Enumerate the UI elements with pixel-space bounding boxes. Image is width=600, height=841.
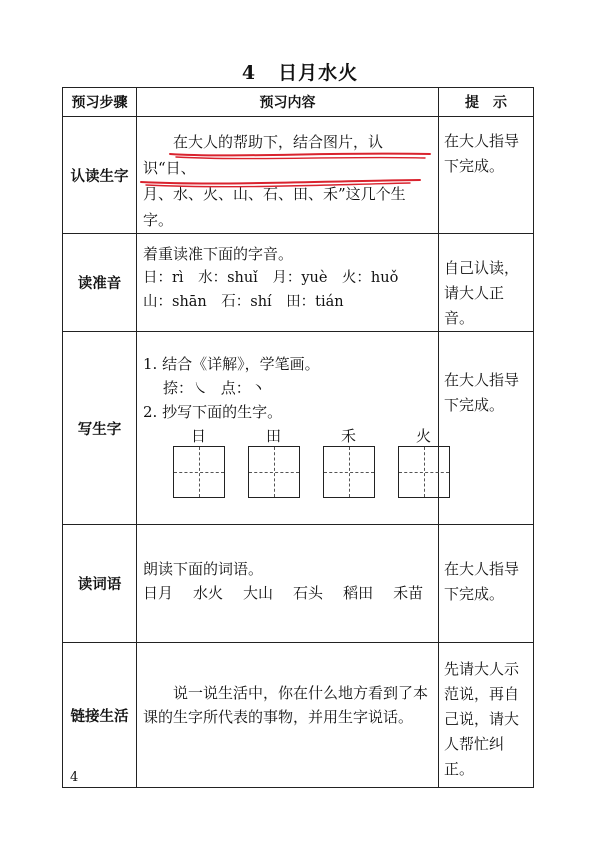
lesson-number: 4: [241, 62, 257, 84]
word: 禾苗: [393, 584, 424, 602]
pinyin-line: 山：shān 石：shí 田：tián: [143, 294, 344, 310]
step-label: 认读生字: [63, 117, 137, 234]
step-label: 读词语: [63, 525, 137, 643]
hint-cell: 自己认读，请大人正音。: [439, 234, 534, 332]
content-cell: [137, 117, 439, 234]
grid-char: 日: [190, 427, 206, 445]
content-line: 在大人的帮助下，结合图片，认识“日、: [143, 133, 384, 177]
tian-grid-box[interactable]: [248, 446, 300, 498]
grid-cell: [323, 426, 375, 498]
content-item: 2. 抄写下面的生字。: [143, 403, 283, 421]
content-line: 月、水、火、山、石、田、禾”这几个生字。: [143, 185, 406, 229]
step-label: 读准音: [63, 234, 137, 332]
table-row: [63, 332, 534, 525]
step-label: 写生字: [63, 332, 137, 525]
stroke-na: 捺：㇏: [163, 379, 209, 397]
lesson-name: 日月水火: [278, 62, 359, 84]
stroke-list: [143, 376, 432, 400]
word: 水火: [193, 584, 224, 602]
stroke-dian: 点：丶: [220, 379, 266, 397]
header-hint: 提 示: [439, 88, 534, 117]
grid-char: 田: [265, 427, 281, 445]
lesson-title: [0, 58, 600, 85]
grid-cell: [248, 426, 300, 498]
writing-grid: [161, 426, 461, 498]
hint-cell: 在大人指导下完成。: [439, 525, 534, 643]
table-row: [63, 643, 534, 788]
content-cell: [137, 643, 439, 788]
grid-char: 火: [415, 427, 431, 445]
grid-char: 禾: [340, 427, 356, 445]
content-intro: 着重读准下面的字音。: [143, 245, 294, 263]
word-list: [143, 581, 432, 605]
table-header-row: [63, 88, 534, 117]
table-row: [63, 525, 534, 643]
content-cell: [137, 234, 439, 332]
pinyin-line: 日：rì 水：shuǐ 月：yuè 火：huǒ: [143, 270, 399, 286]
hint-cell: 在大人指导下完成。: [439, 332, 534, 525]
content-item: 1. 结合《详解》，学笔画。: [143, 355, 320, 373]
page-number: 4: [70, 770, 79, 785]
content-cell: [137, 332, 439, 525]
header-step: 预习步骤: [63, 88, 137, 117]
content-intro: 朗读下面的词语。: [143, 560, 264, 578]
step-label: 链接生活: [63, 643, 137, 788]
content-cell: [137, 525, 439, 643]
word: 石头: [293, 584, 324, 602]
table-row: [63, 117, 534, 234]
tian-grid-box[interactable]: [398, 446, 450, 498]
header-content: 预习内容: [137, 88, 439, 117]
tian-grid-box[interactable]: [173, 446, 225, 498]
grid-cell: [398, 426, 450, 498]
hint-cell: 先请大人示范说，再自己说，请大人帮忙纠正。: [439, 643, 534, 788]
table-row: [63, 234, 534, 332]
grid-cell: [173, 426, 225, 498]
preview-table: [62, 87, 534, 788]
word: 稻田: [343, 584, 374, 602]
tian-grid-box[interactable]: [323, 446, 375, 498]
word: 日月: [143, 584, 174, 602]
word: 大山: [243, 584, 274, 602]
hint-cell: 在大人指导下完成。: [439, 117, 534, 234]
content-paragraph: 说一说生活中，你在什么地方看到了本课的生字所代表的事物，并用生字说话。: [143, 684, 429, 726]
